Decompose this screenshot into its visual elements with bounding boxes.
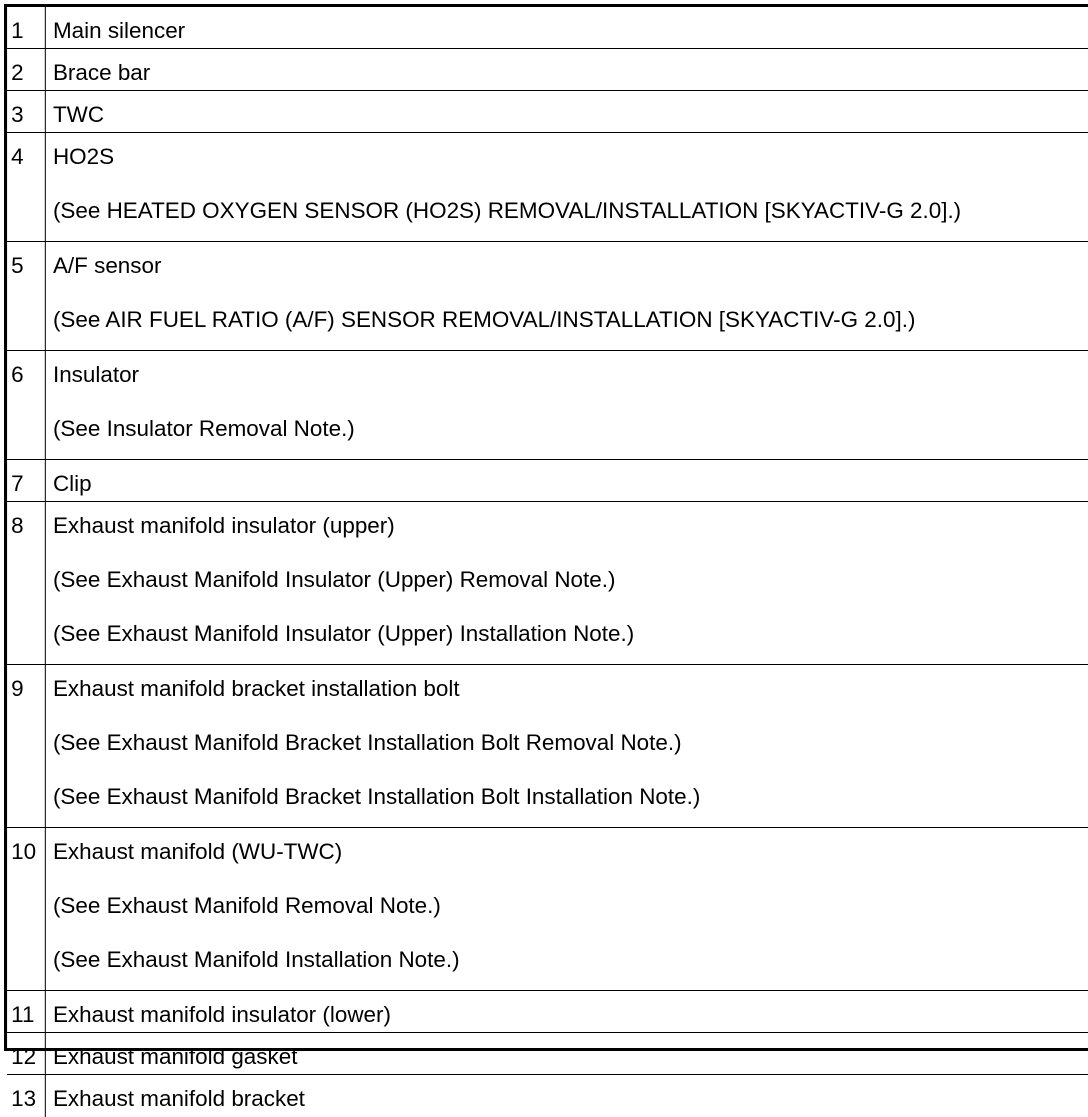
part-name: Exhaust manifold bracket installation bolt <box>52 676 460 701</box>
part-name: TWC <box>52 102 105 127</box>
item-description <box>46 1033 1088 1074</box>
item-description <box>46 991 1088 1032</box>
table-row <box>7 502 1088 665</box>
table-row <box>7 242 1088 351</box>
item-description <box>46 665 1088 827</box>
item-number: 2 <box>7 49 46 90</box>
table-row <box>7 91 1088 133</box>
part-name: Clip <box>52 471 92 496</box>
part-name: Exhaust manifold (WU-TWC) <box>52 839 343 864</box>
part-name: Exhaust manifold gasket <box>52 1044 298 1069</box>
table-row <box>7 828 1088 991</box>
parts-table <box>4 4 1088 1111</box>
item-number: 10 <box>7 828 46 990</box>
item-description <box>46 828 1088 990</box>
table-row <box>7 1033 1088 1075</box>
part-name: A/F sensor <box>52 253 162 278</box>
item-description <box>46 351 1088 459</box>
reference-note: (See Insulator Removal Note.) <box>52 416 355 441</box>
item-number: 13 <box>7 1075 46 1117</box>
table-row <box>7 460 1088 502</box>
item-number: 6 <box>7 351 46 459</box>
table-row <box>7 1075 1088 1117</box>
item-number: 1 <box>7 7 46 48</box>
reference-note: (See Exhaust Manifold Bracket Installation Bolt Removal Note.) <box>52 730 682 755</box>
item-number: 8 <box>7 502 46 664</box>
item-description <box>46 460 1088 501</box>
part-name: Brace bar <box>52 60 151 85</box>
item-number: 7 <box>7 460 46 501</box>
item-number: 4 <box>7 133 46 241</box>
item-description <box>46 91 1088 132</box>
reference-note: (See Exhaust Manifold Insulator (Upper) Installation Note.) <box>52 621 635 646</box>
part-name: Exhaust manifold insulator (upper) <box>52 513 395 538</box>
item-description <box>46 502 1088 664</box>
part-name: Exhaust manifold bracket <box>52 1086 305 1111</box>
item-number: 11 <box>7 991 46 1032</box>
item-number: 5 <box>7 242 46 350</box>
item-description <box>46 242 1088 350</box>
reference-note: (See Exhaust Manifold Bracket Installation Bolt Installation Note.) <box>52 784 701 809</box>
item-description <box>46 7 1088 48</box>
item-number: 9 <box>7 665 46 827</box>
part-name: Exhaust manifold insulator (lower) <box>52 1002 391 1027</box>
reference-note: (See Exhaust Manifold Insulator (Upper) Removal Note.) <box>52 567 616 592</box>
item-number: 12 <box>7 1033 46 1074</box>
item-description <box>46 1075 1088 1117</box>
reference-note: (See HEATED OXYGEN SENSOR (HO2S) REMOVAL/INSTALLATION [SKYACTIV-G 2.0].) <box>52 198 962 223</box>
table-row <box>7 49 1088 91</box>
table-row <box>7 351 1088 460</box>
item-description <box>46 49 1088 90</box>
table-row <box>7 7 1088 49</box>
reference-note: (See Exhaust Manifold Removal Note.) <box>52 893 441 918</box>
part-name: HO2S <box>52 144 115 169</box>
item-description <box>46 133 1088 241</box>
table-row <box>7 991 1088 1033</box>
table-row <box>7 133 1088 242</box>
part-name: Insulator <box>52 362 140 387</box>
reference-note: (See AIR FUEL RATIO (A/F) SENSOR REMOVAL/INSTALLATION [SKYACTIV-G 2.0].) <box>52 307 916 332</box>
part-name: Main silencer <box>52 18 186 43</box>
item-number: 3 <box>7 91 46 132</box>
reference-note: (See Exhaust Manifold Installation Note.) <box>52 947 460 972</box>
table-row <box>7 665 1088 828</box>
